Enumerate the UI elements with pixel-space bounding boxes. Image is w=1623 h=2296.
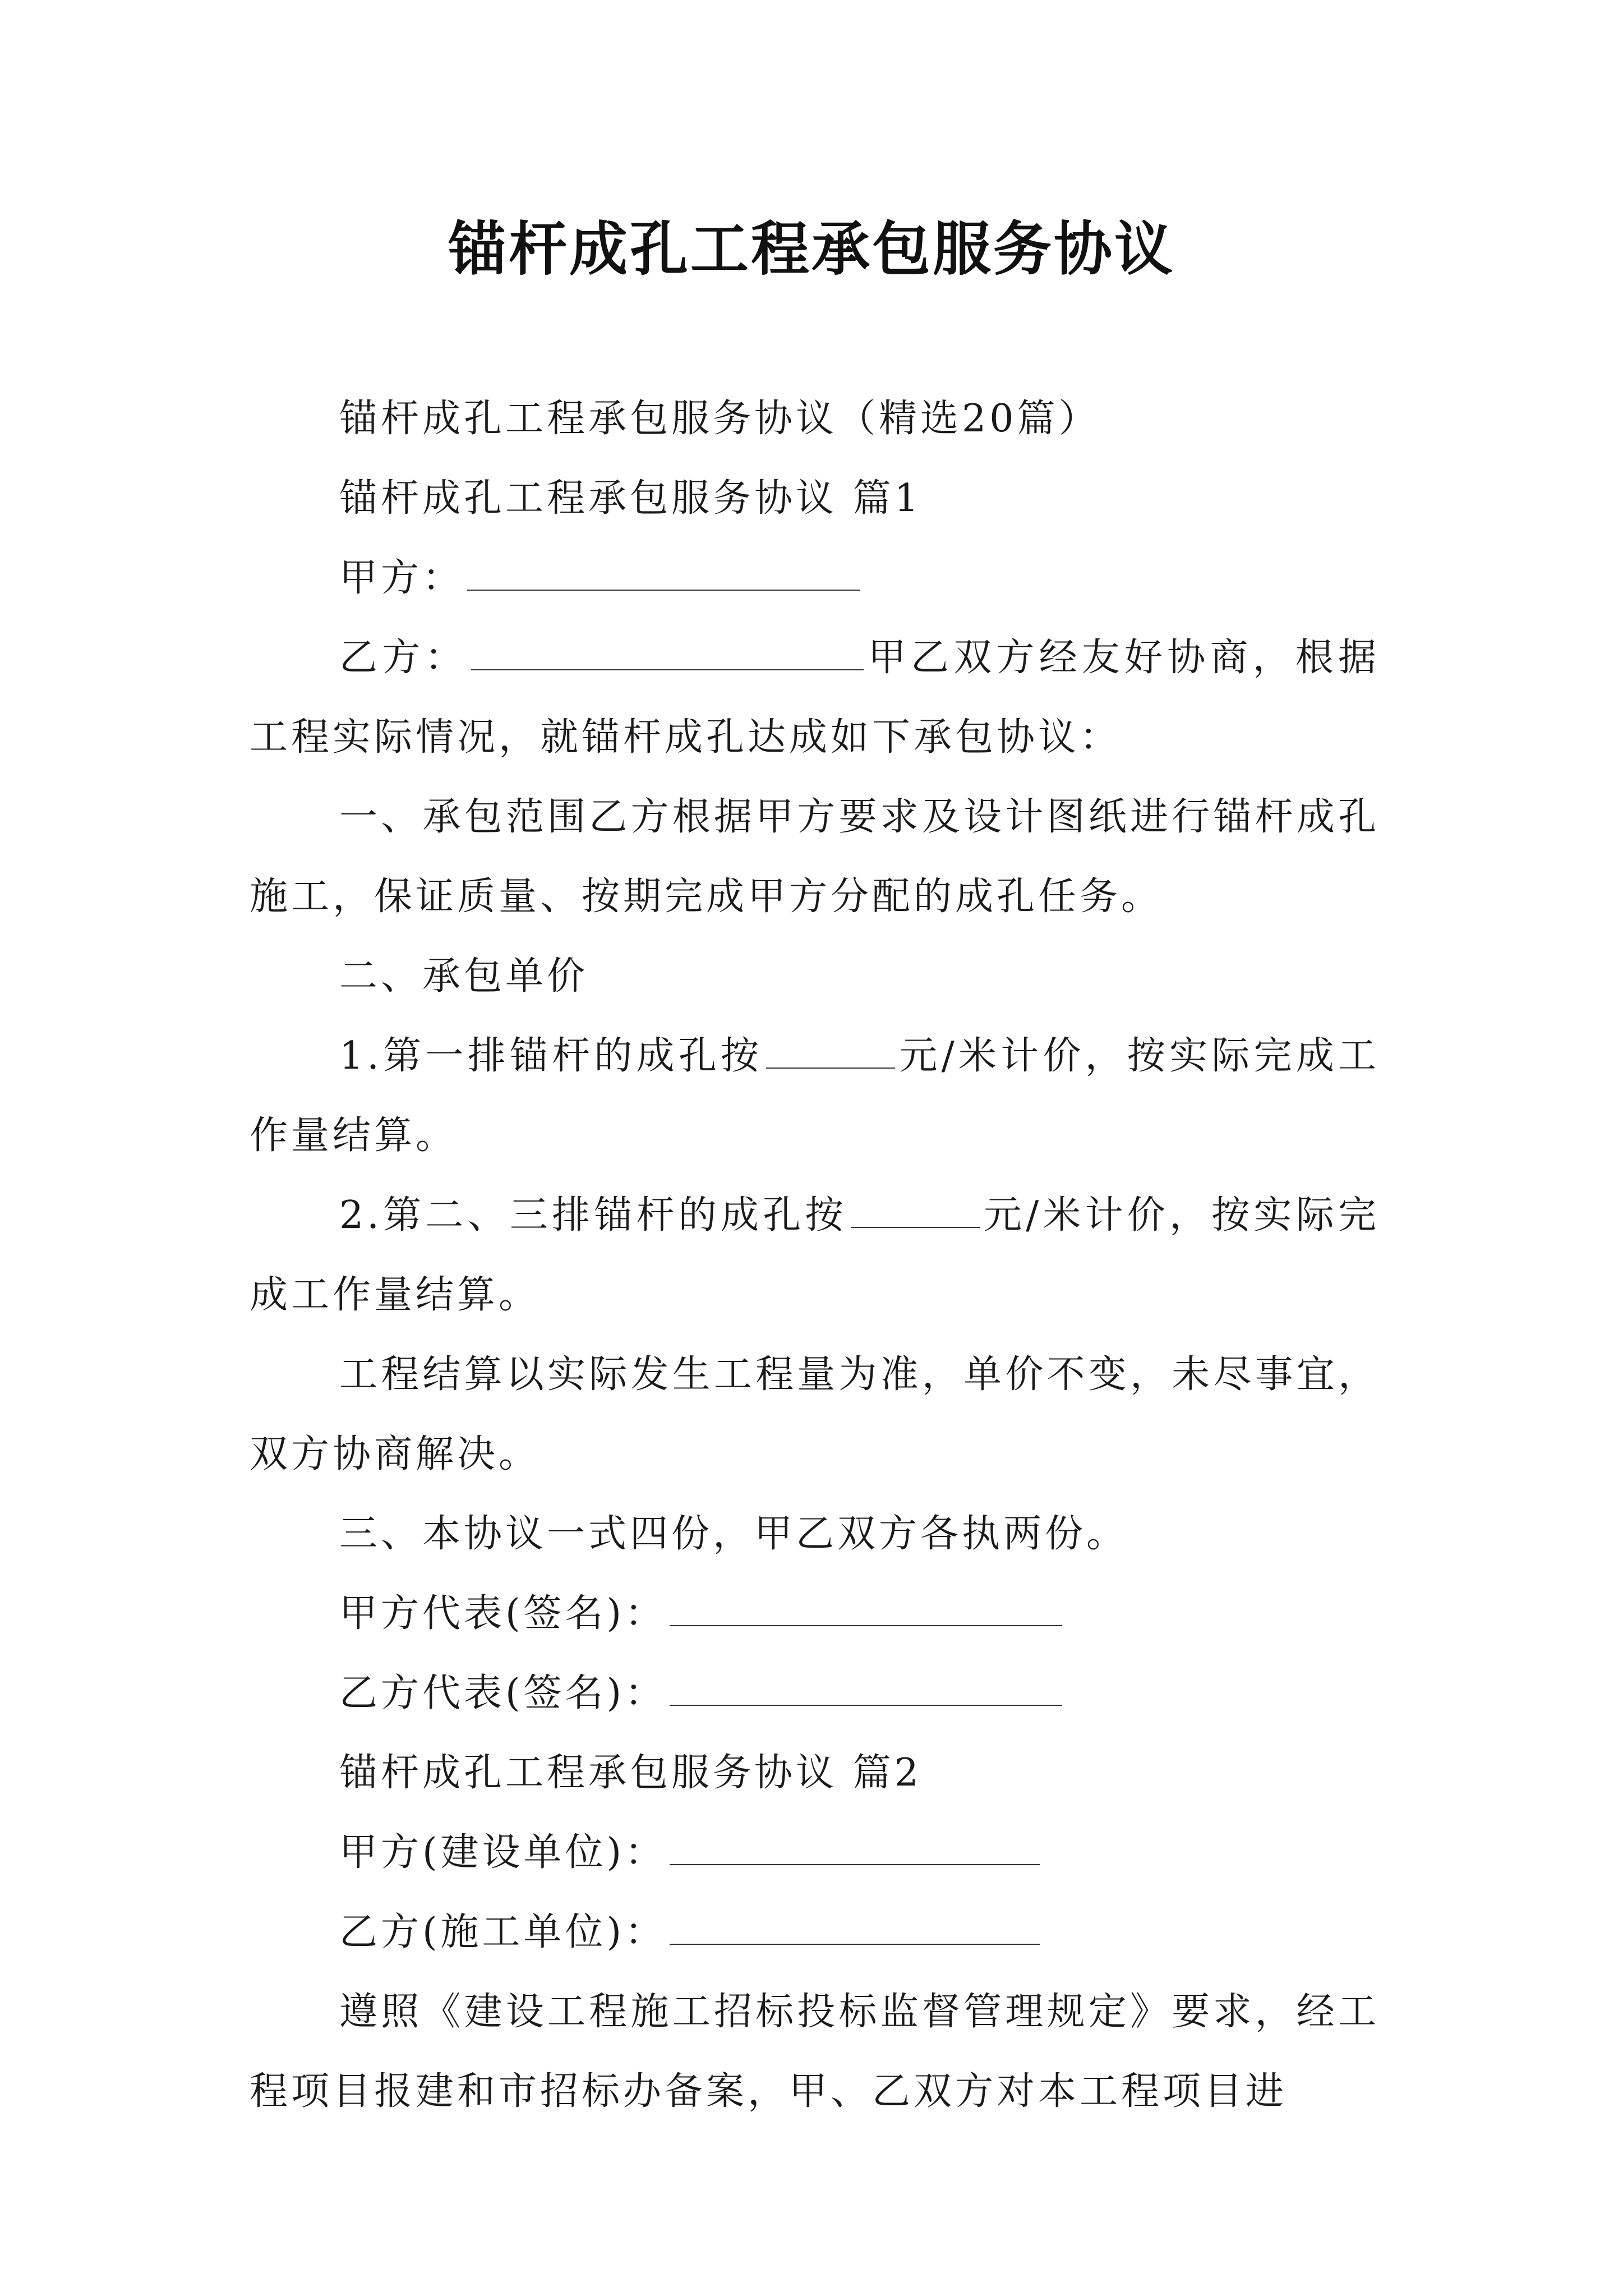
construction-unit-a-label: 甲方(建设单位)：: [339, 1830, 667, 1875]
part2-intro-paragraph: 遵照《建设工程施工招标投标监督管理规定》要求，经工程项目报建和市招标办备案，甲、乙双方对本工程项目进: [250, 1990, 1380, 2114]
subtitle-paragraph: 锚杆成孔工程承包服务协议（精选20篇）: [339, 397, 1100, 441]
rep-b-line: [250, 1654, 1380, 1733]
construction-unit-b-line: [250, 1893, 1380, 1972]
party-b-tail: 甲乙双方经友好协商，根据工程实际情况，就锚杆成孔达成如下承包协议：: [250, 636, 1380, 760]
price1-text-b: 元/米计价，按实际完成工作量结算。: [250, 1034, 1380, 1158]
construction-unit-a-blank: [670, 1864, 1040, 1865]
party-a-label: 甲方：: [339, 556, 464, 600]
document-title: 锚杆成孔工程承包服务协议: [448, 215, 1175, 283]
rep-b-blank: [670, 1704, 1062, 1706]
construction-unit-a-line: [250, 1813, 1380, 1893]
rep-a-label: 甲方代表(签名)：: [339, 1591, 667, 1636]
part1-heading: 锚杆成孔工程承包服务协议 篇1: [339, 476, 922, 521]
party-a-blank: [467, 589, 860, 591]
party-a-line: [250, 539, 1380, 618]
party-b-paragraph: [250, 618, 1380, 777]
rep-a-line: [250, 1574, 1380, 1654]
copies-paragraph: 三、本协议一式四份，甲乙双方各执两份。: [339, 1512, 1128, 1556]
rep-b-label: 乙方代表(签名)：: [339, 1671, 667, 1715]
price2-text-b: 元/米计价，按实际完成工作量结算。: [250, 1193, 1380, 1317]
scope-paragraph: 一、承包范围乙方根据甲方要求及设计图纸进行锚杆成孔施工，保证质量、按期完成甲方分配的成孔任务。: [250, 795, 1380, 919]
construction-unit-b-label: 乙方(施工单位)：: [339, 1910, 667, 1954]
price1-text-a: 1.第一排锚杆的成孔按: [339, 1034, 763, 1078]
part2-heading: 锚杆成孔工程承包服务协议 篇2: [339, 1751, 922, 1795]
price2-blank: [851, 1226, 980, 1228]
rep-a-blank: [670, 1625, 1062, 1626]
price1-paragraph: [250, 1016, 1380, 1176]
construction-unit-b-blank: [670, 1943, 1040, 1945]
party-b-label: 乙方：: [339, 636, 468, 680]
price2-paragraph: [250, 1176, 1380, 1335]
settlement-paragraph: 工程结算以实际发生工程量为准，单价不变，未尽事宜，双方协商解决。: [250, 1352, 1380, 1476]
price2-text-a: 2.第二、三排锚杆的成孔按: [339, 1193, 847, 1237]
unit-price-heading: 二、承包单价: [339, 954, 589, 999]
document-body: [250, 379, 1380, 2132]
party-b-blank: [471, 669, 864, 670]
price1-blank: [766, 1067, 895, 1069]
